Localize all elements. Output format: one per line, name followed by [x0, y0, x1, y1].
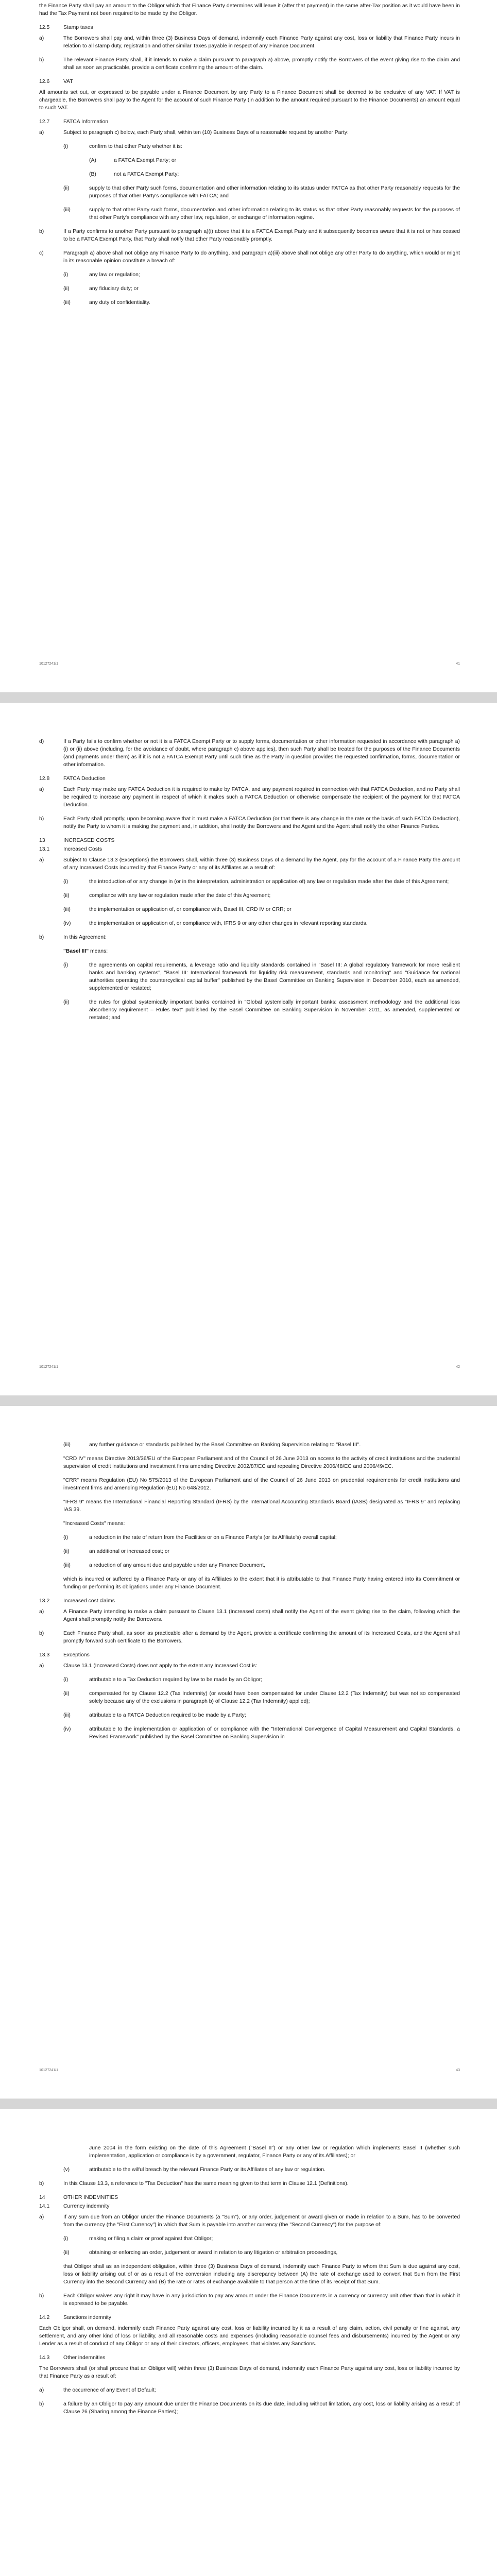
- page-footer: [39, 2069, 460, 2072]
- clause-item: b) In this Agreement:: [39, 935, 107, 940]
- clause-heading: 13.2 Increased cost claims: [39, 1598, 115, 1604]
- page-number: 43: [456, 2069, 460, 2072]
- sub-item: (iii) the implementation or application of, or compliance with, Basel III, CRD IV or CRR; or: [63, 907, 292, 912]
- sub-item: (i) making or filing a claim or proof against that Obligor;: [63, 2236, 213, 2242]
- sub-item: (iii) any further guidance or standards published by the Basel Committee on Banking Supervision relating to "Basel III".: [63, 1442, 361, 1448]
- paragraph: June 2004 in the form existing on the date of this Agreement ("Basel II") or any other law or regulation which implements Basel II (whether such implementation, application or compliance is by a government, regulator, Finance Party or any of its Affiliates); or: [89, 2145, 460, 2159]
- clause-item: b) a failure by an Obligor to pay any amount due under the Finance Documents on its due date, including without limitation, any cost, loss or liability arising as a result of Clause 26 (Sharing among the Finance Parties);: [39, 2401, 460, 2415]
- sub-item: (ii) any fiduciary duty; or: [63, 286, 139, 292]
- sub-item: (i) any law or regulation;: [63, 272, 140, 278]
- clause-item: b) Each Obligor waives any right it may have in any jurisdiction to pay any amount under the Finance Documents in a currency or currency unit other than that in which it is expressed to be payable.: [39, 2293, 460, 2307]
- page-footer: [39, 662, 460, 666]
- definition-term: "Basel III" means:: [63, 948, 108, 954]
- clause-item: c) Paragraph a) above shall not oblige any Finance Party to do anything, and paragraph a)(iii) above shall not oblige any other Party to do anything, which would or might in its reasonable opinion constitute a breach of:: [39, 250, 460, 264]
- doc-reference: 10127241/1: [39, 1365, 58, 1369]
- clause-item: b) Each Finance Party shall, as soon as practicable after a demand by the Agent, provide a certificate confirming the amount of its Increased Costs, and the Agent shall promptly forward such certificate to the Borrowers.: [39, 1631, 460, 1644]
- clause-item: a) Clause 13.1 (Increased Costs) does not apply to the extent any Increased Cost is:: [39, 1663, 258, 1669]
- clause-item: a) the occurrence of any Event of Default;: [39, 2387, 156, 2393]
- sub-item: (iii) attributable to a FATCA Deduction required to be made by a Party;: [63, 1713, 246, 1718]
- section-heading: 14 OTHER INDEMNITIES: [39, 2195, 118, 2200]
- clause-item: b) The relevant Finance Party shall, if it intends to make a claim pursuant to paragraph a) above, promptly notify the Borrowers of the event giving rise to the claim and shall as soon as practicable, provide a certificate confirming the amount of the claim.: [39, 57, 460, 71]
- clause-heading: 14.2 Sanctions indemnity: [39, 2315, 111, 2320]
- clause-item: a) Each Party may make any FATCA Deduction it is required to make by FATCA, and any payment required in connection with that FATCA Deduction, and no Party shall be required to increase any payment in respect of which it makes such a FATCA Deduction or otherwise compensate the recipient of the payment for that FATCA Deduction.: [39, 787, 460, 808]
- clause-item: b) In this Clause 13.3, a reference to "Tax Deduction" has the same meaning given to that term in Clause 12.1 (Definitions).: [39, 2181, 349, 2187]
- sub-sub-item: (B) not a FATCA Exempt Party;: [89, 172, 179, 177]
- clause-heading: 14.3 Other indemnities: [39, 2355, 106, 2361]
- definition: "Increased Costs" means:: [63, 1521, 125, 1527]
- clause-item: b) Each Party shall promptly, upon becoming aware that it must make a FATCA Deduction (or that there is any change in the rate or the basis of such FATCA Deduction), notify the Party to whom it is making the payment and, in addition, shall notify the Borrowers and the Agent and the Agent shall notify the other Finance Parties.: [39, 816, 460, 829]
- clause-heading: 12.5 Stamp taxes: [39, 25, 93, 30]
- sub-item: (ii) an additional or increased cost; or: [63, 1549, 169, 1554]
- paragraph: the Finance Party shall pay an amount to the Obligor which that Finance Party determines will leave it (after that payment) in the same after-Tax position as it would have been in had the Tax Payment not been required to be made by the Obligor.: [39, 3, 460, 16]
- sub-sub-item: (A) a FATCA Exempt Party; or: [89, 158, 177, 163]
- doc-reference: 10127241/1: [39, 2069, 58, 2072]
- paragraph: The Borrowers shall (or shall procure that an Obligor will) within three (3) Business Days of demand, indemnify each Finance Party against any cost, loss or liability incurred by that Finance Party as a result of:: [39, 2366, 460, 2379]
- sub-item: (iii) supply to that other Party such forms, documentation and other information relating to its status as that other Party reasonably requests for the purposes of that other Party's compliance with any other law, regulation, or exchange of information regime.: [63, 207, 460, 221]
- sub-item: (ii) supply to that other Party such forms, documentation and other information relating to its status under FATCA as that other Party reasonably requests for the purposes of that other Party's compliance with FATCA; and: [63, 185, 460, 199]
- sub-item: (i) the agreements on capital requirements, a leverage ratio and liquidity standards contained in "Basel III: A global regulatory framework for more resilient banks and banking systems", "Basel III: International framework for liquidity risk measurement, standards and monitoring" and "Guidance for national authorities operating the countercyclical capital buffer" published by the Basel Committee on Banking Supervision in December 2010, each as amended, supplemented or restated;: [63, 962, 460, 991]
- clause-item: a) The Borrowers shall pay and, within three (3) Business Days of demand, indemnify each Finance Party against any cost, loss or liability that Finance Party incurs in relation to all stamp duty, registration and other similar Taxes payable in respect of any Finance Document.: [39, 36, 460, 49]
- sub-item: (i) a reduction in the rate of return from the Facilities or on a Finance Party's (or its Affiliate's) overall capital;: [63, 1535, 337, 1540]
- sub-item: (i) attributable to a Tax Deduction required by law to be made by an Obligor;: [63, 1677, 262, 1683]
- clause-item: a) Subject to Clause 13.3 (Exceptions) the Borrowers shall, within three (3) Business Days of a demand by the Agent, pay for the account of a Finance Party the amount of any Increased Costs incurred by that Finance Party or any of its Affiliates as a result of:: [39, 857, 460, 871]
- sub-item: (ii) the rules for global systemically important banks contained in "Global systemically important banks: assessment methodology and the additional loss absorbency requirement – Rules text" published by the Basel Committee on Banking Supervision in November 2011, as amended, supplemented or restated; and: [63, 999, 460, 1021]
- section-heading: 13 INCREASED COSTS: [39, 838, 115, 843]
- sub-item: (ii) compensated for by Clause 12.2 (Tax Indemnity) (or would have been compensated for under Clause 12.2 (Tax Indemnity) but was not so compensated solely because any of the exclusions in paragraph b) of Clause 12.2 (Tax Indemnity) applied);: [63, 1691, 460, 1704]
- page-footer: [39, 1365, 460, 1369]
- clause-item: d) If a Party fails to confirm whether or not it is a FATCA Exempt Party or to supply forms, documentation or other information requested in accordance with paragraph a)(i) or (ii) above (including, for the avoidance of doubt, where paragraph c) above applies), then such Party shall be treated for the purposes of the Finance Documents (and payments under them) as if it is not a FATCA Exempt Party until such time as the Party in question provides the requested confirmation, forms, documentation or other information.: [39, 739, 460, 768]
- clause-heading: 12.7 FATCA Information: [39, 119, 109, 125]
- sub-item: (v) attributable to the wilful breach by the relevant Finance Party or its Affiliates of any law or regulation.: [63, 2167, 325, 2173]
- definition: "CRD IV" means Directive 2013/36/EU of the European Parliament and of the Council of 26 June 2013 on access to the activity of credit institutions and the prudential supervision of credit institutions and investment firms amending Directive 2002/87/EC and repealing Directive 2006/48/EC and 2006/49/EC.: [63, 1456, 460, 1469]
- page-44: [0, 2109, 497, 2576]
- sub-item: (iii) any duty of confidentiality.: [63, 300, 150, 306]
- clause-item: a) If any sum due from an Obligor under the Finance Documents (a "Sum"), or any order, judgement or award given or made in relation to a Sum, has to be converted from the currency (the "First Currency") in which that Sum is payable into another currency (the "Second Currency") for the purpose of:: [39, 2214, 460, 2228]
- clause-heading: 13.1 Increased Costs: [39, 846, 102, 852]
- clause-item: a) Subject to paragraph c) below, each Party shall, within ten (10) Business Days of a reasonable request by another Party:: [39, 130, 349, 135]
- sub-item: (iv) attributable to the implementation or application of or compliance with the "International Convergence of Capital Measurement and Capital Standards, a Revised Framework" published by the Basel Committee on Banking Supervision in: [63, 1726, 460, 1740]
- page-41: [0, 0, 497, 692]
- definition: "CRR" means Regulation (EU) No 575/2013 of the European Parliament and of the Council of 26 June 2013 on prudential requirements for credit institutions and investment firms and amending Regulation (EU) No 648/2012.: [63, 1478, 460, 1491]
- paragraph: that Obligor shall as an independent obligation, within three (3) Business Days of demand, indemnify each Finance Party to whom that Sum is due against any cost, loss or liability arising out of or as a result of the conversion including any discrepancy between (A) the rate of exchange used to convert that Sum from the First Currency into the Second Currency and (B) the rate or rates of exchange available to that person at the time of its receipt of that Sum.: [63, 2264, 460, 2285]
- clause-item: b) If a Party confirms to another Party pursuant to paragraph a)(i) above that it is a FATCA Exempt Party and it subsequently becomes aware that it is not or has ceased to be a FATCA Exempt Party, that Party shall notify that other Party reasonably promptly.: [39, 229, 460, 242]
- sub-item: (ii) compliance with any law or regulation made after the date of this Agreement;: [63, 893, 271, 899]
- paragraph: All amounts set out, or expressed to be payable under a Finance Document by any Party to a Finance Document shall be deemed to be exclusive of any VAT. If VAT is chargeable, the Borrowers shall pay to the Agent for the account of such Finance Party (in addition to the amount required pursuant to the Finance Documents) an amount equal to such VAT.: [39, 90, 460, 111]
- sub-item: (ii) obtaining or enforcing an order, judgement or award in relation to any litigation or arbitration proceedings,: [63, 2250, 338, 2256]
- clause-heading: 14.1 Currency indemnity: [39, 2204, 110, 2209]
- paragraph: Each Obligor shall, on demand, indemnify each Finance Party against any cost, loss or liability incurred by it as a result of any claim, action, civil penalty or fine against, any settlement, and any other kind of loss or liability, and all reasonable costs and expenses (including reasonable counsel fees and disbursements) incurred by the Agent or any Lender as a result of conduct of any Obligor or any of their directors, officers, employees, that violates any Sanctions.: [39, 2326, 460, 2347]
- definition: "IFRS 9" means the International Financial Reporting Standard (IFRS) by the International Accounting Standards Board (IASB) designated as "IFRS 9" and replacing IAS 39.: [63, 1499, 460, 1513]
- page-number: 42: [456, 1365, 460, 1369]
- sub-item: (iv) the implementation or application of, or compliance with, IFRS 9 or any other changes in relevant reporting standards.: [63, 921, 368, 926]
- clause-heading: 12.8 FATCA Deduction: [39, 776, 106, 782]
- page-43: [0, 1406, 497, 2099]
- doc-reference: 10127241/1: [39, 662, 58, 666]
- page-number: 41: [456, 662, 460, 666]
- page-42: [0, 703, 497, 1396]
- sub-item: (iii) a reduction of any amount due and payable under any Finance Document,: [63, 1563, 265, 1568]
- clause-heading: 13.3 Exceptions: [39, 1652, 90, 1658]
- clause-heading: 12.6 VAT: [39, 79, 73, 84]
- clause-item: a) A Finance Party intending to make a claim pursuant to Clause 13.1 (Increased costs) shall notify the Agent of the event giving rise to the claim, following which the Agent shall promptly notify the Borrowers.: [39, 1609, 460, 1622]
- paragraph: which is incurred or suffered by a Finance Party or any of its Affiliates to the extent that it is attributable to that Finance Party having entered into its Commitment or funding or performing its obligations under any Finance Document.: [63, 1577, 460, 1590]
- sub-item: (i) confirm to that other Party whether it is:: [63, 144, 182, 149]
- sub-item: (i) the introduction of or any change in (or in the interpretation, administration or application of) any law or regulation made after the date of this Agreement;: [63, 879, 449, 885]
